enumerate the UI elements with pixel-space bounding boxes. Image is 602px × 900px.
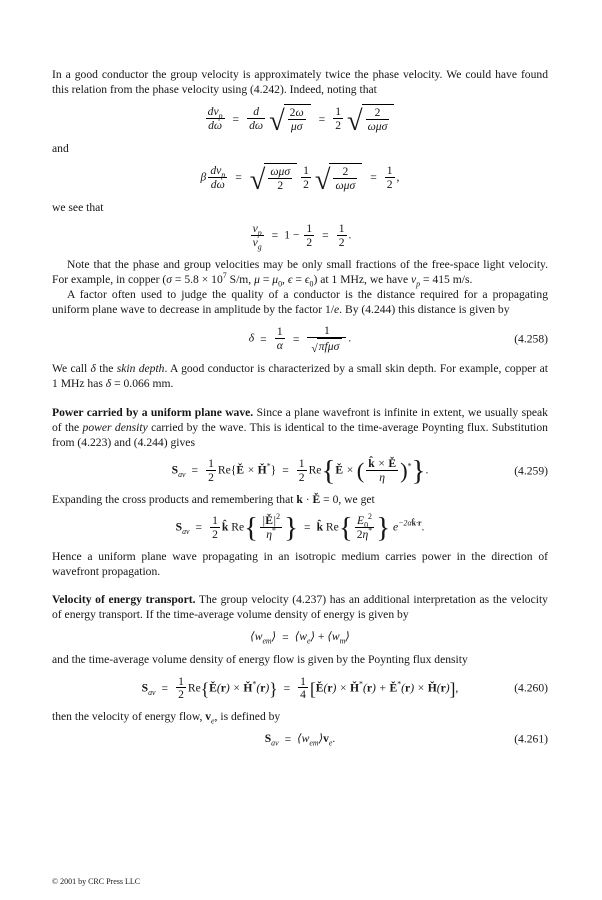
equation-number: (4.261) — [514, 732, 548, 746]
paragraph-factor-quality: A factor often used to judge the quality of a conductor is the distance required for a propagating uniform plane wave to decrease in amplitude by the factor 1/e. By (4.244) this distance is given by — [52, 288, 548, 317]
paragraph-then-velocity: then the velocity of energy flow, $v_e$, is defined by — [52, 710, 281, 726]
section-velocity-transport — [52, 592, 548, 622]
equation-body: δ = $\frac{1}{\alpha}$ = 1 √ πfμσ . — [248, 324, 352, 355]
paragraph-skin-depth: We call δ the skin depth. A good conductor is characterized by a small skin depth. For example, copper at 1 MHz has δ = 0.066 mm. — [52, 362, 548, 391]
paragraph-intro: In a good conductor the group velocity is approximately twice the phase velocity. We could have found this relation from the phase velocity using (4.242). Indeed, noting that — [52, 68, 548, 97]
copyright-footer: © 2001 by CRC Press LLC — [52, 876, 141, 886]
equation-dvp-domega — [52, 104, 548, 138]
equation-poynting-sav — [52, 454, 548, 487]
section-heading-velocity: Velocity of energy transport. — [52, 592, 196, 606]
connector-we-see-that: we see that — [52, 200, 104, 214]
section-heading-power: Power carried by a uniform plane wave. — [52, 405, 254, 419]
section-body-velocity: The group velocity (4.237) has an additional interpretation as the velocity of energy transport. If the time-average volume density of energy is given by — [52, 592, 548, 622]
equation-body: $⟨w_{em}⟩$ = $⟨w_e⟩$ + $⟨w_m⟩$ — [250, 630, 350, 646]
equation-body: $\frac{dv_p}{d\omega}$ = $\frac{d}{d\omega}$ √ $\frac{2\omega}{\mu\sigma}$ = $\frac{1}{2}$ √ $\frac{2}{\text{ωμσ}}$ — [204, 104, 397, 134]
paragraph-expanding-cross: Expanding the cross products and remembering that k · Ě = 0, we get — [52, 492, 375, 506]
equation-skin-depth — [52, 324, 548, 354]
equation-number: (4.259) — [514, 464, 548, 478]
equation-body: $S_{av}$ = $\frac{1}{2}$ Re{Ě(r) × Ȟ*(r)} = $\frac{1}{4}$ [Ě(r) × Ȟ*(r) + Ě*(r) × Ȟ(r)], — [141, 674, 459, 702]
section-body-power: Since a plane wavefront is infinite in extent, we usually speak of the power density carried by the wave. This is identical to the time-average Poynting flux. Substitution from (4.223) and (4.244) gives — [52, 405, 548, 449]
equation-energy-density — [52, 629, 548, 645]
equation-beta-dvp — [52, 163, 548, 197]
paragraph-flux-density: and the time-average volume density of energy flow is given by the Poynting flux density — [52, 653, 468, 667]
connector-and: and — [52, 142, 69, 156]
equation-body: $S_{av}$ = $\frac{1}{2}$ Re{Ě × Ȟ*} = $\frac{1}{2}$ Re{Ě × ( $\frac{k̂ \times Ě}{\eta}$ )*}. — [171, 454, 429, 487]
paragraph-note-velocities: Note that the phase and group velocities may be only small fractions of the free-space light velocity. For example, in copper ($\sigma = 5.8 \times 10^7$ S/m, $\mu = \mu_0$, $\epsilon = \epsilon_0$) at 1 MHz, we have $v_p = 415$ m/s. — [52, 257, 548, 289]
equation-body: $\frac{v_p}{v_g}$ = 1 − $\frac{1}{2}$ = $\frac{1}{2}$ . — [252, 222, 352, 252]
equation-sav-expanded — [52, 511, 548, 544]
section-power-carried — [52, 405, 548, 451]
equation-body: $S_{av}$ = $⟨w_{em}⟩v_e$. — [264, 732, 336, 748]
equation-energy-velocity — [52, 731, 548, 747]
equation-number: (4.258) — [514, 332, 548, 346]
paragraph-hence-isotropic: Hence a uniform plane wave propagating in an isotropic medium carries power in the direction of wavefront propagation. — [52, 549, 548, 578]
equation-sav-re-form — [52, 675, 548, 703]
equation-body: β $\frac{dv_p}{d\omega}$ = √ $\frac{\text{ωμσ}}{2}$ $\frac{1}{2}$ √ $\frac{2}{\text{ωμσ}}$ = $\frac{1}{2}$ , — [200, 164, 400, 197]
equation-vp-over-vg — [52, 222, 548, 250]
equation-body: $S_{av}$ = $\frac{1}{2}$ k̂ Re{ $\frac{|Ě|^2}{\eta^*}$ } = k̂ Re{ $\frac{E_0^2}{2\eta^*}$ } $e^{-2\alpha k̂\cdot r}$. — [175, 511, 425, 544]
equation-number: (4.260) — [514, 681, 548, 695]
